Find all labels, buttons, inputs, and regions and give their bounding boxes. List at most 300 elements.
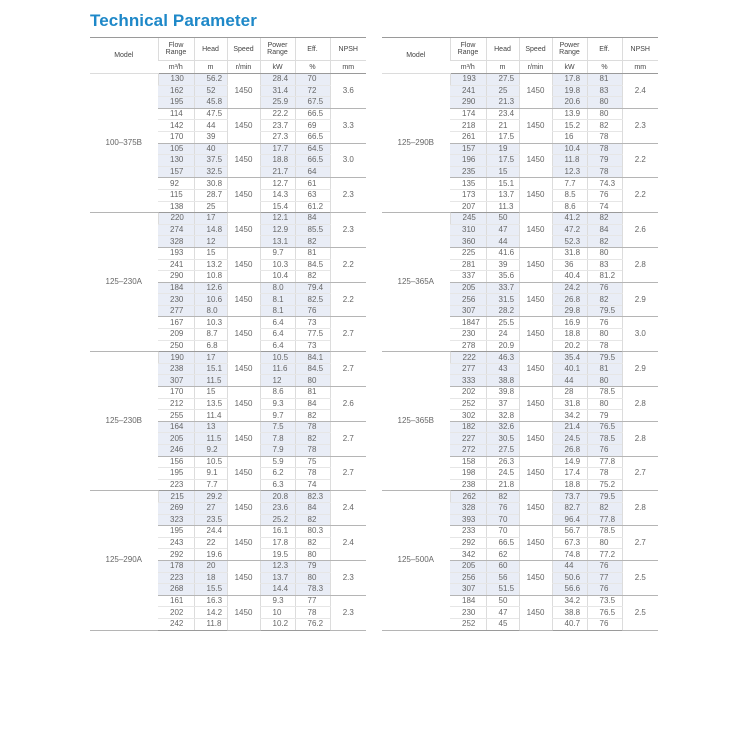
eff-cell: 82.3 bbox=[295, 491, 330, 503]
eff-cell: 79.5 bbox=[587, 305, 622, 317]
flow-cell: 193 bbox=[158, 247, 194, 259]
head-cell: 70 bbox=[486, 526, 519, 538]
flow-cell: 212 bbox=[158, 398, 194, 410]
power-cell: 7.5 bbox=[260, 421, 295, 433]
eff-cell: 64 bbox=[295, 166, 330, 178]
head-cell: 13 bbox=[194, 421, 227, 433]
power-cell: 9.3 bbox=[260, 398, 295, 410]
eff-cell: 76 bbox=[587, 189, 622, 201]
speed-cell: 1450 bbox=[519, 108, 552, 143]
eff-cell: 79 bbox=[587, 410, 622, 422]
speed-cell: 1450 bbox=[227, 352, 260, 387]
flow-cell: 205 bbox=[450, 560, 486, 572]
npsh-cell: 2.7 bbox=[330, 456, 366, 491]
npsh-cell: 2.7 bbox=[330, 421, 366, 456]
power-cell: 34.2 bbox=[552, 410, 587, 422]
flow-cell: 138 bbox=[158, 201, 194, 213]
power-cell: 18.8 bbox=[552, 479, 587, 491]
header-eff: Eff. bbox=[587, 38, 622, 61]
head-cell: 6.8 bbox=[194, 340, 227, 352]
flow-cell: 243 bbox=[158, 537, 194, 549]
head-cell: 25.5 bbox=[486, 317, 519, 329]
head-cell: 15.1 bbox=[486, 178, 519, 190]
eff-cell: 78 bbox=[587, 131, 622, 143]
flow-cell: 269 bbox=[158, 502, 194, 514]
flow-cell: 307 bbox=[450, 584, 486, 596]
power-cell: 12 bbox=[260, 375, 295, 387]
flow-cell: 328 bbox=[450, 502, 486, 514]
head-cell: 21.8 bbox=[486, 479, 519, 491]
head-cell: 19 bbox=[486, 143, 519, 155]
eff-cell: 77.2 bbox=[587, 549, 622, 561]
power-cell: 6.4 bbox=[260, 340, 295, 352]
eff-cell: 63 bbox=[295, 189, 330, 201]
npsh-cell: 2.3 bbox=[330, 560, 366, 595]
flow-cell: 174 bbox=[450, 108, 486, 120]
head-cell: 10.6 bbox=[194, 294, 227, 306]
power-cell: 24.5 bbox=[552, 433, 587, 445]
eff-cell: 85.5 bbox=[295, 224, 330, 236]
model-name: 125–230B bbox=[90, 352, 158, 491]
npsh-cell: 2.2 bbox=[330, 282, 366, 317]
flow-cell: 205 bbox=[450, 282, 486, 294]
head-cell: 20.9 bbox=[486, 340, 519, 352]
head-cell: 56.2 bbox=[194, 74, 227, 86]
head-cell: 47 bbox=[486, 224, 519, 236]
flow-cell: 268 bbox=[158, 584, 194, 596]
head-cell: 39 bbox=[194, 131, 227, 143]
head-cell: 32.8 bbox=[486, 410, 519, 422]
power-cell: 8.1 bbox=[260, 294, 295, 306]
power-cell: 5.9 bbox=[260, 456, 295, 468]
eff-cell: 84.5 bbox=[295, 363, 330, 375]
head-cell: 21.3 bbox=[486, 97, 519, 109]
power-cell: 23.7 bbox=[260, 120, 295, 132]
power-cell: 10 bbox=[260, 607, 295, 619]
eff-cell: 80 bbox=[295, 572, 330, 584]
power-cell: 12.9 bbox=[260, 224, 295, 236]
eff-cell: 78 bbox=[587, 166, 622, 178]
head-cell: 43 bbox=[486, 363, 519, 375]
unit-flow: m³/h bbox=[158, 61, 194, 74]
flow-cell: 156 bbox=[158, 456, 194, 468]
parameter-table-left bbox=[90, 37, 366, 631]
eff-cell: 80 bbox=[587, 329, 622, 341]
eff-cell: 79 bbox=[587, 155, 622, 167]
power-cell: 6.2 bbox=[260, 468, 295, 480]
flow-cell: 193 bbox=[450, 74, 486, 86]
power-cell: 40.7 bbox=[552, 618, 587, 630]
npsh-cell: 2.4 bbox=[330, 491, 366, 526]
eff-cell: 82 bbox=[587, 213, 622, 225]
power-cell: 52.3 bbox=[552, 236, 587, 248]
flow-cell: 242 bbox=[158, 618, 194, 630]
eff-cell: 82 bbox=[587, 294, 622, 306]
flow-cell: 310 bbox=[450, 224, 486, 236]
power-cell: 25.9 bbox=[260, 97, 295, 109]
flow-cell: 245 bbox=[450, 213, 486, 225]
head-cell: 21 bbox=[486, 120, 519, 132]
speed-cell: 1450 bbox=[519, 282, 552, 317]
head-cell: 40 bbox=[194, 143, 227, 155]
head-cell: 31.5 bbox=[486, 294, 519, 306]
speed-cell: 1450 bbox=[227, 108, 260, 143]
power-cell: 35.4 bbox=[552, 352, 587, 364]
flow-cell: 190 bbox=[158, 352, 194, 364]
speed-cell: 1450 bbox=[519, 74, 552, 109]
power-cell: 10.4 bbox=[260, 271, 295, 283]
eff-cell: 79 bbox=[295, 560, 330, 572]
speed-cell: 1450 bbox=[227, 317, 260, 352]
head-cell: 28.7 bbox=[194, 189, 227, 201]
head-cell: 39 bbox=[486, 259, 519, 271]
npsh-cell: 2.6 bbox=[622, 213, 658, 248]
power-cell: 38.8 bbox=[552, 607, 587, 619]
power-cell: 8.0 bbox=[260, 282, 295, 294]
flow-cell: 323 bbox=[158, 514, 194, 526]
eff-cell: 77.5 bbox=[295, 329, 330, 341]
table-row bbox=[382, 74, 658, 86]
eff-cell: 78.5 bbox=[587, 526, 622, 538]
speed-cell: 1450 bbox=[519, 387, 552, 422]
power-cell: 26.8 bbox=[552, 294, 587, 306]
speed-cell: 1450 bbox=[519, 247, 552, 282]
flow-cell: 230 bbox=[450, 607, 486, 619]
npsh-cell: 2.7 bbox=[330, 352, 366, 387]
eff-cell: 80 bbox=[587, 398, 622, 410]
eff-cell: 70 bbox=[295, 74, 330, 86]
eff-cell: 67.5 bbox=[295, 97, 330, 109]
eff-cell: 84 bbox=[295, 398, 330, 410]
header-flow-range: Flow Range bbox=[450, 38, 486, 61]
head-cell: 46.3 bbox=[486, 352, 519, 364]
flow-cell: 227 bbox=[450, 433, 486, 445]
speed-cell: 1450 bbox=[519, 456, 552, 491]
power-cell: 82.7 bbox=[552, 502, 587, 514]
eff-cell: 82 bbox=[587, 236, 622, 248]
power-cell: 50.6 bbox=[552, 572, 587, 584]
eff-cell: 82 bbox=[295, 236, 330, 248]
flow-cell: 292 bbox=[450, 537, 486, 549]
head-cell: 10.3 bbox=[194, 317, 227, 329]
eff-cell: 73 bbox=[295, 317, 330, 329]
header-flow-range: Flow Range bbox=[158, 38, 194, 61]
eff-cell: 78 bbox=[295, 468, 330, 480]
power-cell: 8.1 bbox=[260, 305, 295, 317]
npsh-cell: 2.5 bbox=[622, 560, 658, 595]
head-cell: 27 bbox=[194, 502, 227, 514]
head-cell: 26.3 bbox=[486, 456, 519, 468]
npsh-cell: 2.8 bbox=[622, 247, 658, 282]
head-cell: 39.8 bbox=[486, 387, 519, 399]
head-cell: 32.5 bbox=[194, 166, 227, 178]
unit-power: kW bbox=[552, 61, 587, 74]
power-cell: 10.5 bbox=[260, 352, 295, 364]
head-cell: 32.6 bbox=[486, 421, 519, 433]
power-cell: 13.1 bbox=[260, 236, 295, 248]
speed-cell: 1450 bbox=[519, 352, 552, 387]
flow-cell: 184 bbox=[158, 282, 194, 294]
power-cell: 28 bbox=[552, 387, 587, 399]
speed-cell: 1450 bbox=[519, 213, 552, 248]
power-cell: 10.3 bbox=[260, 259, 295, 271]
power-cell: 9.3 bbox=[260, 595, 295, 607]
power-cell: 36 bbox=[552, 259, 587, 271]
head-cell: 23.4 bbox=[486, 108, 519, 120]
eff-cell: 74.3 bbox=[587, 178, 622, 190]
eff-cell: 76 bbox=[587, 560, 622, 572]
head-cell: 10.8 bbox=[194, 271, 227, 283]
unit-speed: r/min bbox=[519, 61, 552, 74]
head-cell: 41.6 bbox=[486, 247, 519, 259]
power-cell: 18.8 bbox=[552, 329, 587, 341]
power-cell: 23.6 bbox=[260, 502, 295, 514]
head-cell: 17.5 bbox=[486, 155, 519, 167]
flow-cell: 130 bbox=[158, 74, 194, 86]
head-cell: 24.5 bbox=[486, 468, 519, 480]
power-cell: 9.7 bbox=[260, 410, 295, 422]
npsh-cell: 2.3 bbox=[622, 108, 658, 143]
speed-cell: 1450 bbox=[227, 526, 260, 561]
header-power-range: Power Range bbox=[552, 38, 587, 61]
speed-cell: 1450 bbox=[227, 247, 260, 282]
flow-cell: 252 bbox=[450, 618, 486, 630]
eff-cell: 74 bbox=[587, 201, 622, 213]
eff-cell: 76.5 bbox=[587, 607, 622, 619]
power-cell: 21.4 bbox=[552, 421, 587, 433]
power-cell: 44 bbox=[552, 375, 587, 387]
eff-cell: 84 bbox=[295, 502, 330, 514]
flow-cell: 241 bbox=[450, 85, 486, 97]
eff-cell: 84 bbox=[295, 213, 330, 225]
power-cell: 27.3 bbox=[260, 131, 295, 143]
speed-cell: 1450 bbox=[519, 143, 552, 178]
eff-cell: 82 bbox=[295, 271, 330, 283]
table-row bbox=[90, 74, 366, 86]
power-cell: 28.4 bbox=[260, 74, 295, 86]
eff-cell: 69 bbox=[295, 120, 330, 132]
head-cell: 56 bbox=[486, 572, 519, 584]
eff-cell: 80 bbox=[295, 549, 330, 561]
power-cell: 56.6 bbox=[552, 584, 587, 596]
flow-cell: 337 bbox=[450, 271, 486, 283]
unit-head: m bbox=[194, 61, 227, 74]
model-name: 125–230A bbox=[90, 213, 158, 352]
flow-cell: 170 bbox=[158, 387, 194, 399]
flow-cell: 157 bbox=[450, 143, 486, 155]
speed-cell: 1450 bbox=[227, 143, 260, 178]
head-cell: 24 bbox=[486, 329, 519, 341]
head-cell: 12 bbox=[194, 236, 227, 248]
npsh-cell: 3.3 bbox=[330, 108, 366, 143]
eff-cell: 77 bbox=[295, 595, 330, 607]
flow-cell: 164 bbox=[158, 421, 194, 433]
flow-cell: 225 bbox=[450, 247, 486, 259]
head-cell: 22 bbox=[194, 537, 227, 549]
head-cell: 51.5 bbox=[486, 584, 519, 596]
header-power-range: Power Range bbox=[260, 38, 295, 61]
eff-cell: 76 bbox=[587, 618, 622, 630]
flow-cell: 209 bbox=[158, 329, 194, 341]
eff-cell: 83 bbox=[587, 259, 622, 271]
head-cell: 11.8 bbox=[194, 618, 227, 630]
flow-cell: 328 bbox=[158, 236, 194, 248]
power-cell: 34.2 bbox=[552, 595, 587, 607]
eff-cell: 80 bbox=[587, 537, 622, 549]
npsh-cell: 2.2 bbox=[622, 143, 658, 178]
unit-power: kW bbox=[260, 61, 295, 74]
head-cell: 16.3 bbox=[194, 595, 227, 607]
head-cell: 11.5 bbox=[194, 433, 227, 445]
power-cell: 11.6 bbox=[260, 363, 295, 375]
eff-cell: 78 bbox=[295, 445, 330, 457]
table-row bbox=[90, 352, 366, 364]
eff-cell: 61 bbox=[295, 178, 330, 190]
npsh-cell: 2.4 bbox=[622, 74, 658, 109]
power-cell: 7.8 bbox=[260, 433, 295, 445]
power-cell: 10.2 bbox=[260, 618, 295, 630]
speed-cell: 1450 bbox=[519, 491, 552, 526]
eff-cell: 76 bbox=[587, 317, 622, 329]
eff-cell: 66.5 bbox=[295, 108, 330, 120]
head-cell: 30.8 bbox=[194, 178, 227, 190]
head-cell: 45.8 bbox=[194, 97, 227, 109]
flow-cell: 195 bbox=[158, 468, 194, 480]
flow-cell: 256 bbox=[450, 294, 486, 306]
head-cell: 45 bbox=[486, 618, 519, 630]
head-cell: 14.2 bbox=[194, 607, 227, 619]
head-cell: 13.5 bbox=[194, 398, 227, 410]
head-cell: 18 bbox=[194, 572, 227, 584]
flow-cell: 170 bbox=[158, 131, 194, 143]
flow-cell: 333 bbox=[450, 375, 486, 387]
npsh-cell: 2.8 bbox=[622, 491, 658, 526]
npsh-cell: 2.3 bbox=[330, 213, 366, 248]
page-title: Technical Parameter bbox=[90, 11, 257, 30]
power-cell: 12.3 bbox=[552, 166, 587, 178]
head-cell: 76 bbox=[486, 502, 519, 514]
flow-cell: 218 bbox=[450, 120, 486, 132]
table-row bbox=[382, 491, 658, 503]
model-name: 125–365B bbox=[382, 352, 450, 491]
power-cell: 19.5 bbox=[260, 549, 295, 561]
flow-cell: 162 bbox=[158, 85, 194, 97]
flow-cell: 278 bbox=[450, 340, 486, 352]
unit-flow: m³/h bbox=[450, 61, 486, 74]
eff-cell: 79.5 bbox=[587, 491, 622, 503]
eff-cell: 82 bbox=[295, 537, 330, 549]
head-cell: 15 bbox=[194, 387, 227, 399]
eff-cell: 75.2 bbox=[587, 479, 622, 491]
head-cell: 44 bbox=[194, 120, 227, 132]
flow-cell: 342 bbox=[450, 549, 486, 561]
head-cell: 8.0 bbox=[194, 305, 227, 317]
power-cell: 25.2 bbox=[260, 514, 295, 526]
npsh-cell: 2.8 bbox=[622, 421, 658, 456]
power-cell: 67.3 bbox=[552, 537, 587, 549]
power-cell: 31.8 bbox=[552, 398, 587, 410]
npsh-cell: 3.0 bbox=[330, 143, 366, 178]
flow-cell: 92 bbox=[158, 178, 194, 190]
flow-cell: 173 bbox=[450, 189, 486, 201]
flow-cell: 360 bbox=[450, 236, 486, 248]
flow-cell: 220 bbox=[158, 213, 194, 225]
head-cell: 17 bbox=[194, 213, 227, 225]
power-cell: 6.4 bbox=[260, 329, 295, 341]
speed-cell: 1450 bbox=[227, 421, 260, 456]
head-cell: 25 bbox=[194, 201, 227, 213]
model-name: 125–290B bbox=[382, 74, 450, 213]
speed-cell: 1450 bbox=[519, 421, 552, 456]
power-cell: 12.7 bbox=[260, 178, 295, 190]
speed-cell: 1450 bbox=[227, 491, 260, 526]
eff-cell: 78 bbox=[587, 143, 622, 155]
flow-cell: 215 bbox=[158, 491, 194, 503]
head-cell: 60 bbox=[486, 560, 519, 572]
flow-cell: 307 bbox=[450, 305, 486, 317]
flow-cell: 290 bbox=[450, 97, 486, 109]
speed-cell: 1450 bbox=[227, 74, 260, 109]
head-cell: 11.4 bbox=[194, 410, 227, 422]
head-cell: 15.1 bbox=[194, 363, 227, 375]
head-cell: 15 bbox=[194, 247, 227, 259]
power-cell: 31.8 bbox=[552, 247, 587, 259]
flow-cell: 1847 bbox=[450, 317, 486, 329]
unit-npsh: mm bbox=[622, 61, 658, 74]
eff-cell: 80 bbox=[295, 375, 330, 387]
head-cell: 12.6 bbox=[194, 282, 227, 294]
power-cell: 6.4 bbox=[260, 317, 295, 329]
flow-cell: 277 bbox=[158, 305, 194, 317]
head-cell: 35.6 bbox=[486, 271, 519, 283]
head-cell: 27.5 bbox=[486, 74, 519, 86]
head-cell: 15 bbox=[486, 166, 519, 178]
speed-cell: 1450 bbox=[227, 387, 260, 422]
flow-cell: 202 bbox=[158, 607, 194, 619]
power-cell: 11.8 bbox=[552, 155, 587, 167]
header-model: Model bbox=[382, 38, 450, 74]
parameter-table-right bbox=[382, 37, 658, 631]
head-cell: 13.2 bbox=[194, 259, 227, 271]
eff-cell: 80.3 bbox=[295, 526, 330, 538]
flow-cell: 198 bbox=[450, 468, 486, 480]
speed-cell: 1450 bbox=[227, 560, 260, 595]
flow-cell: 274 bbox=[158, 224, 194, 236]
speed-cell: 1450 bbox=[519, 560, 552, 595]
flow-cell: 281 bbox=[450, 259, 486, 271]
flow-cell: 167 bbox=[158, 317, 194, 329]
head-cell: 70 bbox=[486, 514, 519, 526]
flow-cell: 246 bbox=[158, 445, 194, 457]
flow-cell: 307 bbox=[158, 375, 194, 387]
power-cell: 40.4 bbox=[552, 271, 587, 283]
power-cell: 20.2 bbox=[552, 340, 587, 352]
power-cell: 12.3 bbox=[260, 560, 295, 572]
eff-cell: 82 bbox=[295, 433, 330, 445]
head-cell: 19.6 bbox=[194, 549, 227, 561]
eff-cell: 76.5 bbox=[587, 421, 622, 433]
head-cell: 33.7 bbox=[486, 282, 519, 294]
table-row bbox=[382, 213, 658, 225]
flow-cell: 135 bbox=[450, 178, 486, 190]
header-npsh: NPSH bbox=[330, 38, 366, 61]
power-cell: 8.5 bbox=[552, 189, 587, 201]
head-cell: 8.7 bbox=[194, 329, 227, 341]
eff-cell: 76.2 bbox=[295, 618, 330, 630]
eff-cell: 78.5 bbox=[587, 387, 622, 399]
eff-cell: 77.8 bbox=[587, 456, 622, 468]
eff-cell: 82 bbox=[587, 120, 622, 132]
